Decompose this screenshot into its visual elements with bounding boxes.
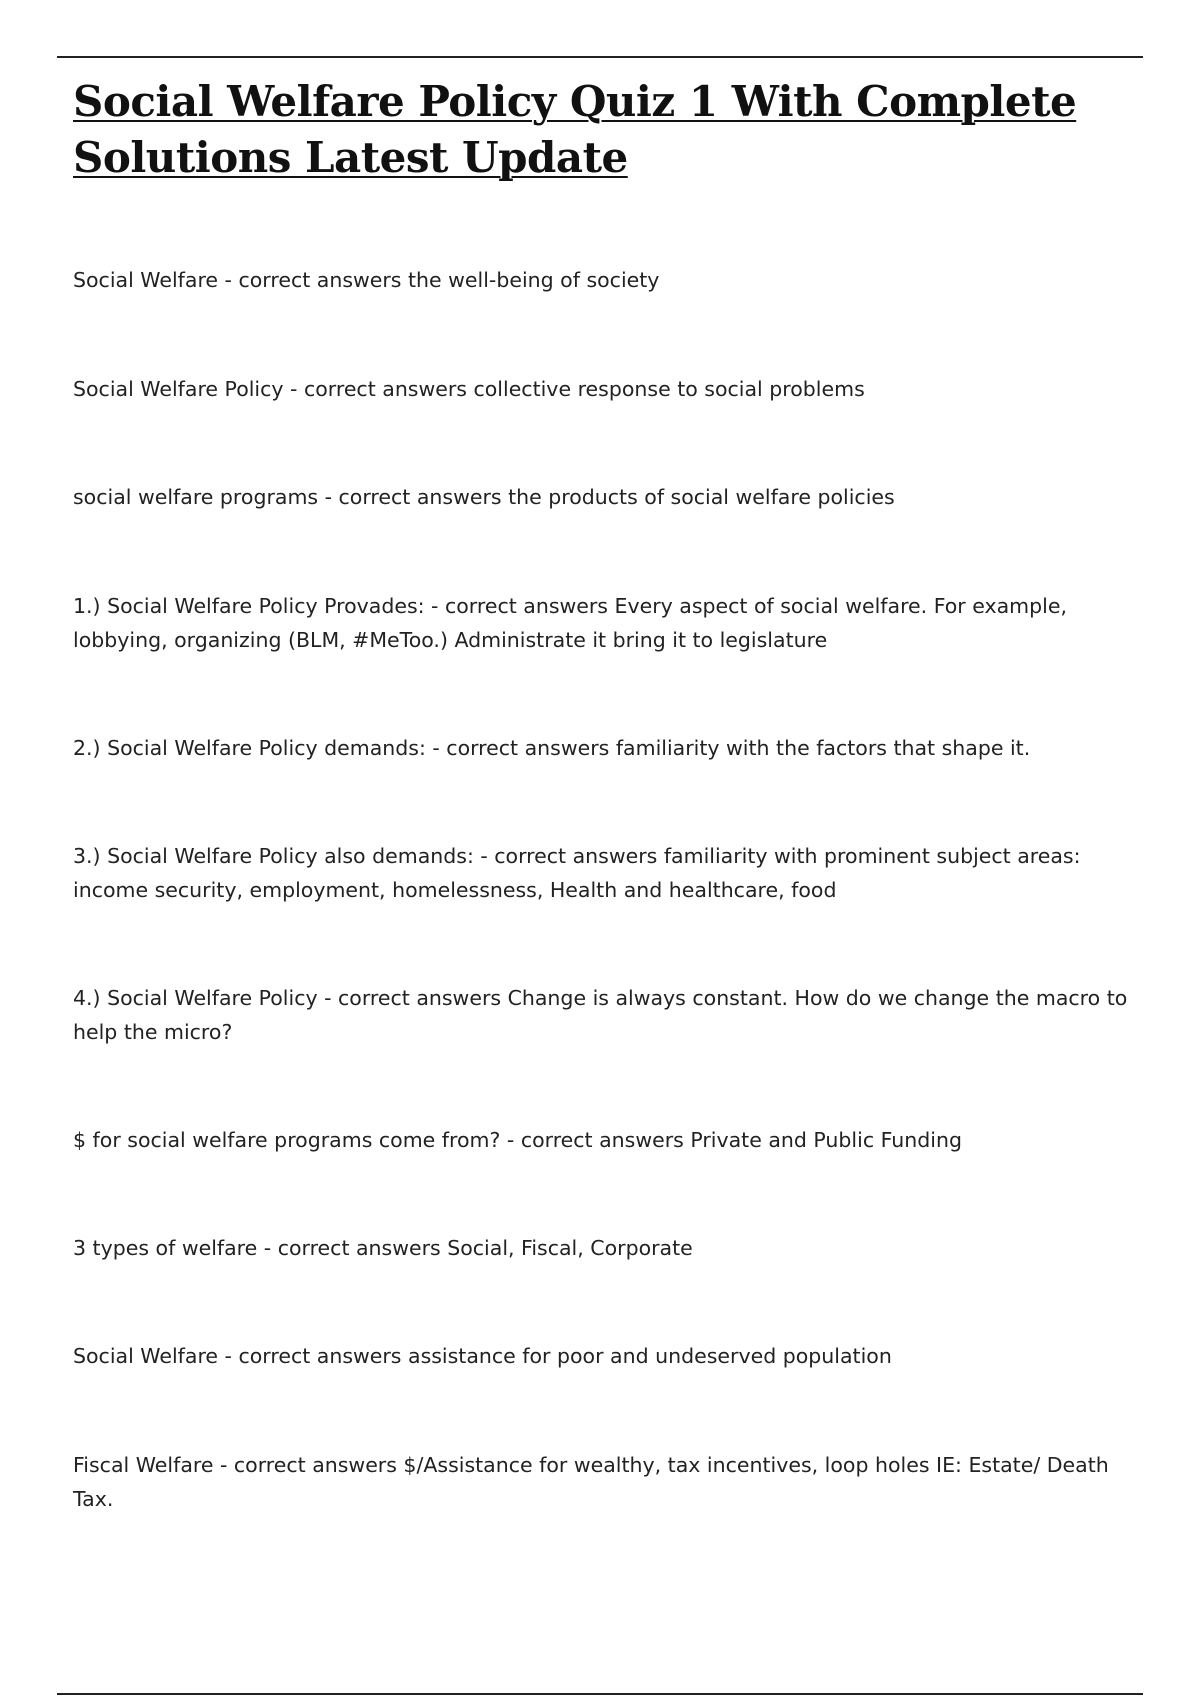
qa-item-2: Social Welfare Policy - correct answers collective response to social problems	[73, 377, 865, 401]
title-line-2: Solutions Latest Update	[73, 133, 628, 182]
qa-item-11: Fiscal Welfare - correct answers $/Assistance for wealthy, tax incentives, loop holes IE: Estate/ Death Tax.	[73, 1453, 1109, 1511]
qa-item-3: social welfare programs - correct answers the products of social welfare policies	[73, 485, 895, 509]
bottom-divider	[57, 1693, 1143, 1695]
qa-item-9: 3 types of welfare - correct answers Social, Fiscal, Corporate	[73, 1236, 693, 1260]
qa-item-5: 2.) Social Welfare Policy demands: - correct answers familiarity with the factors that shape it.	[73, 736, 1031, 760]
qa-item-6: 3.) Social Welfare Policy also demands: - correct answers familiarity with prominent subject areas: income security, employment, homelessness, Health and healthcare, food	[73, 844, 1081, 902]
title-line-1: Social Welfare Policy Quiz 1 With Complete	[73, 77, 1077, 126]
qa-item-4: 1.) Social Welfare Policy Provades: - correct answers Every aspect of social welfare. For example, lobbying, organizing (BLM, #MeToo.) Administrate it bring it to legislature	[73, 594, 1067, 652]
document-title	[73, 74, 1133, 186]
qa-item-10: Social Welfare - correct answers assistance for poor and undeserved population	[73, 1344, 892, 1368]
qa-item-7: 4.) Social Welfare Policy - correct answers Change is always constant. How do we change the macro to help the micro?	[73, 986, 1128, 1044]
qa-item-1: Social Welfare - correct answers the well-being of society	[73, 268, 660, 292]
top-divider	[57, 56, 1143, 58]
qa-item-8: $ for social welfare programs come from? - correct answers Private and Public Funding	[73, 1128, 962, 1152]
